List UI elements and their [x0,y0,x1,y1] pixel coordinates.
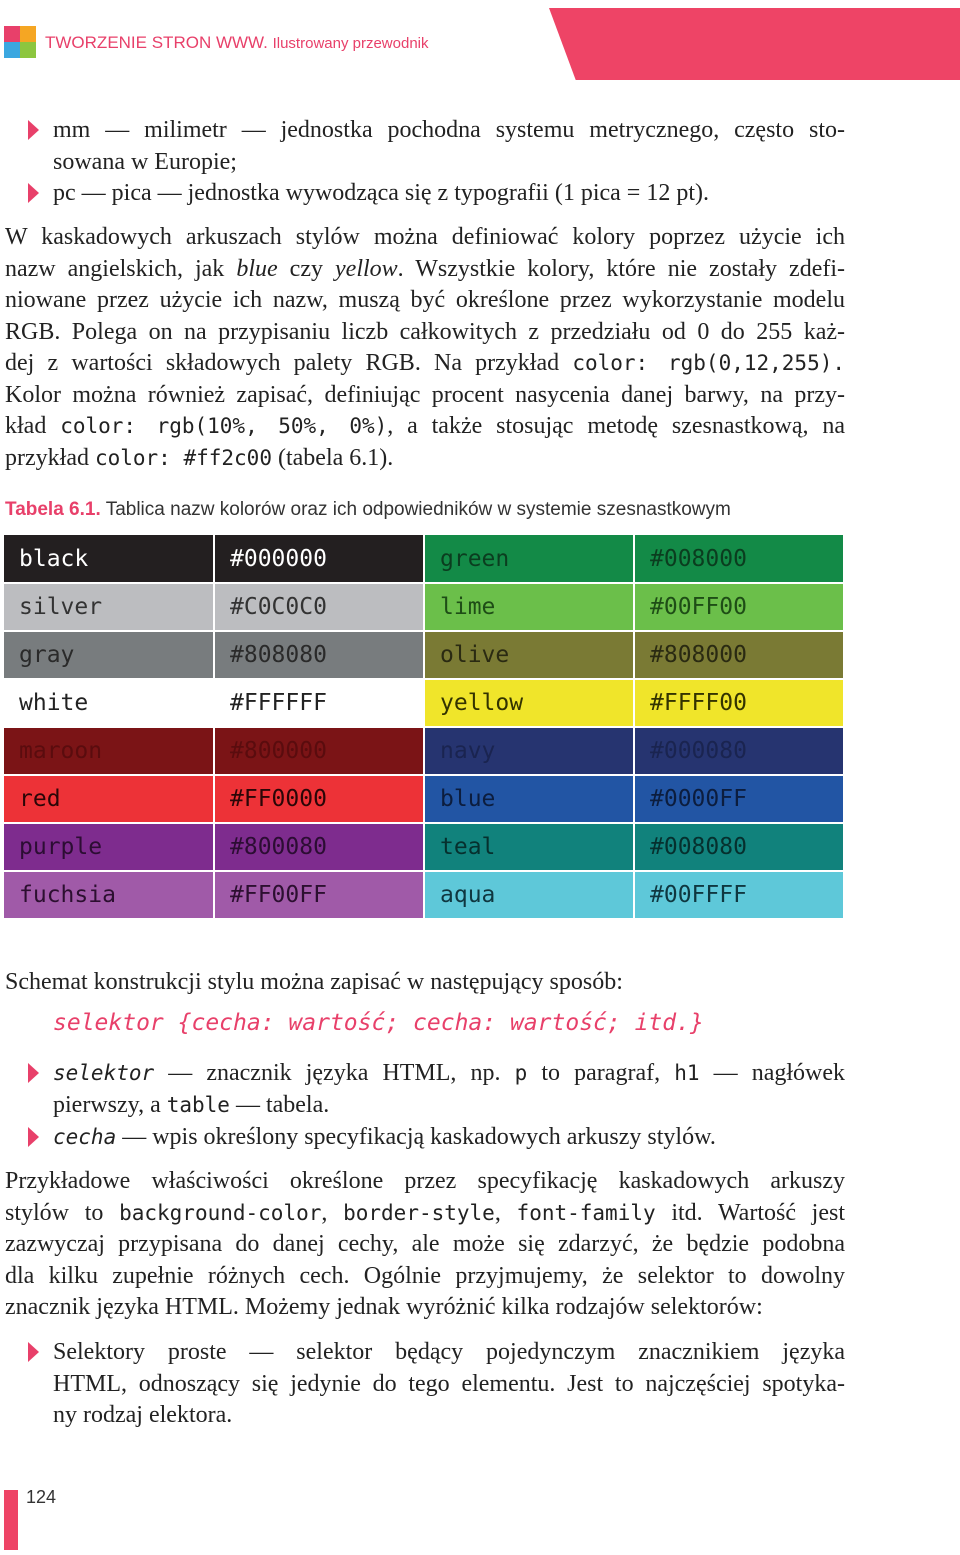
color-hex-cell: #FFFF00 [634,679,844,727]
inline-code: color: rgb(10%, 50%, 0%) [60,414,388,438]
para-line: zazwyczaj przypisana do danej cechy, ale może się zdarzyć, że będzie podobna [5,1231,845,1257]
para-line: Kolor można również zapisać, definiując procent nasycenia danej barwy, na przy- [5,381,845,408]
paragraph-colors [5,222,845,474]
color-hex-cell: #FF00FF [214,871,424,919]
para-line: przykład color: #ff2c00 (tabela 6.1). [5,444,394,471]
para-line: W kaskadowych arkuszach stylów można definiować kolory poprzez użycie ich [5,224,845,250]
inline-code: table [166,1092,230,1117]
color-hex-cell: #C0C0C0 [214,583,424,631]
schema-intro: Schemat konstrukcji stylu można zapisać w następujący sposób: [5,969,623,995]
para-line: niowane przez użycie ich nazw, muszą być określone przez wykorzystanie modelu [5,287,845,313]
para-line: stylów to background-color, border-style, font-family itd. Wartość jest [5,1199,846,1226]
table-caption [5,499,731,521]
color-hex-cell: #808000 [634,631,844,679]
color-name-cell: navy [424,727,634,775]
para-line: kład color: rgb(10%, 50%, 0%), a także stosując metodę szesnastkową, na [5,413,845,439]
color-hex-cell: #0000FF [634,775,844,823]
color-name-cell: blue [424,775,634,823]
bullet-arrow-icon [28,120,39,140]
table-row [4,583,844,631]
color-hex-cell: #000000 [214,535,424,583]
color-hex-cell: #000080 [634,727,844,775]
table-row [4,871,844,919]
page-number: 124 [26,1487,57,1507]
para-line: dej z wartości składowych palety RGB. Na przykład color: rgb(0,12,255). [5,350,845,376]
color-hex-cell: #00FF00 [634,583,844,631]
para-line: RGB. Polega on na przypisaniu liczb całkowitych z przedziału od 0 do 255 każ- [5,318,845,345]
logo-square-4 [20,42,36,58]
inline-code: p [514,1061,528,1085]
bullet-line: mm — milimetr — jednostka pochodna systemu metrycznego, często sto- [53,117,845,143]
table-row [4,679,844,727]
bullet-line: pierwszy, a table — tabela. [53,1091,330,1118]
table-row [4,727,844,775]
table-row [4,631,844,679]
table-row [4,823,844,871]
color-name-cell: green [424,535,634,583]
book-title: TWORZENIE STRON WWW. [45,33,268,52]
bullet-line: Selektory proste — selektor będący pojedynczym znacznikiem języka [53,1339,845,1365]
table-row [4,775,844,823]
color-name-cell: teal [424,823,634,871]
paragraph-properties [5,1166,845,1324]
bullet-line: sowana w Europie; [53,148,237,175]
color-hex-cell: #FF0000 [214,775,424,823]
bullet-line: ny rodzaj elektora. [53,1402,233,1428]
bullet-arrow-icon [28,1063,39,1083]
inline-code: color: #ff2c00 [94,445,272,470]
running-header [45,33,429,53]
inline-code: selektor [53,1061,155,1085]
color-hex-cell: #00FFFF [634,871,844,919]
page-number-marker [4,1490,18,1550]
inline-code: cecha [53,1125,117,1149]
color-hex-cell: #008000 [634,535,844,583]
bullet-arrow-icon [28,1127,39,1147]
bullet-arrow-icon [28,183,39,203]
table-row [4,535,844,583]
color-name-cell: aqua [424,871,634,919]
inline-code: border-style [343,1200,495,1225]
color-name-cell: gray [4,631,214,679]
bullet-line: cecha — wpis określony specyfikacją kaskadowych arkuszy stylów. [53,1124,716,1150]
para-line: Przykładowe właściwości określone przez specyfikację kaskadowych arkuszy [5,1168,845,1194]
color-name-cell: red [4,775,214,823]
book-subtitle: Ilustrowany przewodnik [272,35,429,52]
inline-code: color: rgb(0,12,255). [572,351,845,375]
color-hex-cell: #800080 [214,823,424,871]
color-names-table [4,535,845,920]
color-name-cell: white [4,679,214,727]
color-name-cell: fuchsia [4,871,214,919]
inline-code: h1 [674,1061,700,1085]
logo-square-2 [20,26,36,42]
color-name-cell: purple [4,823,214,871]
header-accent-bar [549,8,960,80]
table-caption-text: Tablica nazw kolorów oraz ich odpowiedników w systemie szesnastkowym [100,499,731,520]
color-hex-cell: #008080 [634,823,844,871]
inline-code: background-color [119,1200,322,1225]
color-hex-cell: #800000 [214,727,424,775]
color-hex-cell: #FFFFFF [214,679,424,727]
para-line: dla kilku zupełnie różnych cech. Ogólnie przyjmujemy, że selektor to dowolny [5,1262,845,1289]
table-caption-label: Tabela 6.1. [5,499,101,520]
color-name-cell: yellow [424,679,634,727]
color-name-cell: maroon [4,727,214,775]
bullet-arrow-icon [28,1342,39,1362]
logo-square-3 [4,42,20,58]
para-line: znacznik języka HTML. Możemy jednak wyróżnić kilka rodzajów selektorów: [5,1294,763,1320]
bullet-line: pc — pica — jednostka wywodząca się z typografii (1 pica = 12 pt). [53,180,709,206]
color-name-cell: silver [4,583,214,631]
inline-code: font-family [516,1200,656,1225]
color-name-cell: olive [424,631,634,679]
color-name-cell: lime [424,583,634,631]
color-hex-cell: #808080 [214,631,424,679]
logo-square-1 [4,26,20,42]
bullet-line: HTML, odnoszący się jedynie do tego elementu. Jest to najczęściej spotyka- [53,1370,845,1397]
syntax-example: selektor {cecha: wartość; cecha: wartość; itd.} [53,1010,704,1036]
para-line: nazw angielskich, jak blue czy yellow. Wszystkie kolory, które nie zostały zdefi- [5,255,846,282]
bullet-line: selektor — znacznik języka HTML, np. p to paragraf, h1 — nagłówek [53,1060,845,1086]
logo-icon [4,26,36,58]
color-name-cell: black [4,535,214,583]
